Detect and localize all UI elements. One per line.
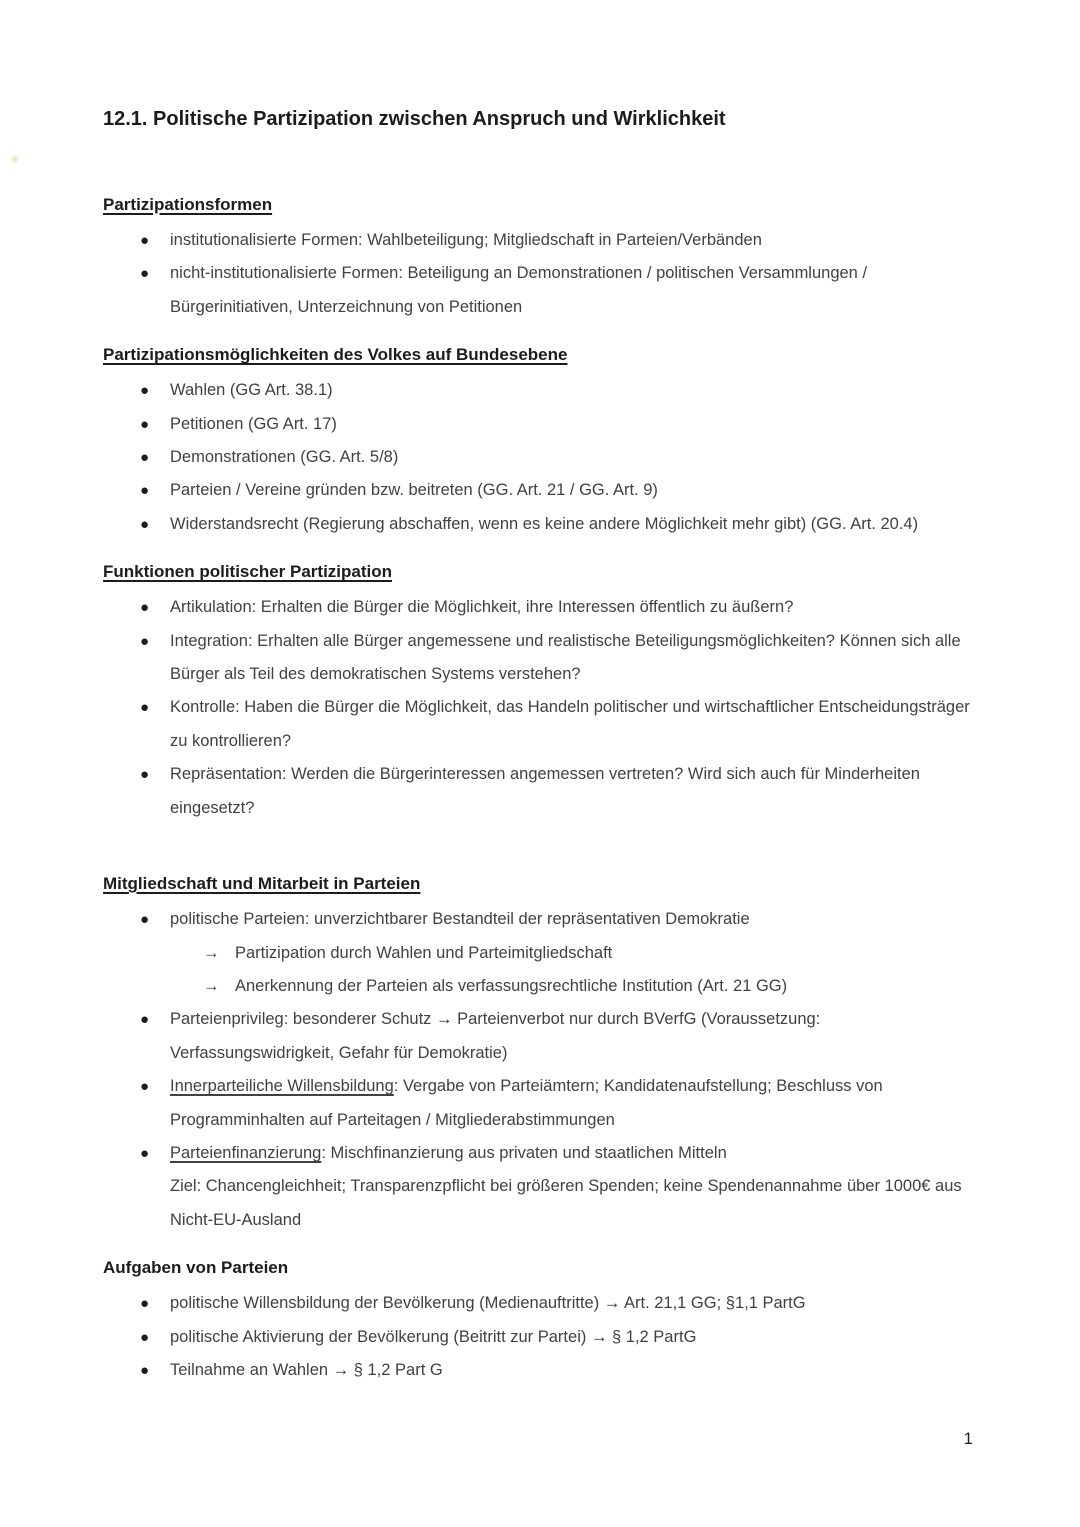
text-run: politische Willensbildung der Bevölkerung (Medienauftritte): [170, 1294, 604, 1313]
text-run: nicht-institutionalisierte Formen: Beteiligung an Demonstrationen / politischen Versammlungen / Bürgerinitiativen, Unterzeichnung von Petitionen: [170, 264, 868, 316]
list-item: [103, 1003, 982, 1070]
list-item-text: [235, 977, 787, 995]
list-item: [103, 903, 982, 936]
list-item: [103, 257, 982, 324]
inline-arrow-icon: →: [590, 1327, 608, 1346]
bullet-icon: ●: [140, 1011, 150, 1029]
bullet-icon: ●: [140, 766, 150, 784]
bullet-icon: ●: [140, 232, 150, 249]
text-run: Innerparteiliche Willensbildung: [170, 1077, 394, 1096]
list-item-text: [170, 1010, 820, 1061]
bullet-icon: ●: [140, 1078, 150, 1096]
text-run: Ziel: Chancengleichheit; Transparenzpflicht bei größeren Spenden; keine Spendenannahme über 1000€ aus Nicht-EU-Ausland: [170, 1177, 962, 1229]
section-heading: Partizipationsformen: [103, 195, 273, 214]
list-item: [103, 1354, 982, 1387]
text-run: Demonstrationen (GG. Art. 5/8): [170, 448, 399, 467]
section-heading: Partizipationsmöglichkeiten des Volkes auf Bundesebene: [103, 345, 568, 365]
list-item-text: [170, 1361, 443, 1379]
list-item: [103, 937, 982, 970]
list-item: [103, 224, 982, 257]
inline-arrow-icon: →: [603, 1294, 621, 1313]
text-run: Artikulation: Erhalten die Bürger die Möglichkeit, ihre Interessen öffentlich zu äußern?: [170, 598, 794, 617]
text-run: : Vergabe von Parteiämtern; Kandidatenaufstellung; Beschluss von Programminhalten auf Parteitagen / Mitgliederabstimmungen: [170, 1077, 883, 1129]
bullet-icon: ●: [140, 911, 150, 929]
text-run: Repräsentation: Werden die Bürgerinteressen angemessen vertreten? Wird sich auch für Minderheiten eingesetzt?: [170, 765, 920, 817]
text-run: Wahlen (GG Art. 38.1): [170, 381, 333, 400]
list-item: [103, 374, 982, 407]
list-item-text: [170, 448, 398, 466]
list-item: [103, 1287, 982, 1320]
list-item-text: [170, 1294, 806, 1312]
text-run: Parteienprivileg: besonderer Schutz: [170, 1010, 436, 1029]
list-item: [103, 408, 982, 441]
list-item-text: [170, 515, 918, 533]
section-3: [103, 559, 982, 825]
text-run: politische Parteien: unverzichtbarer Bestandteil der repräsentativen Demokratie: [170, 910, 750, 929]
list-item: [103, 1321, 982, 1354]
list-item-text: [235, 944, 612, 962]
list-item-text: [170, 765, 920, 816]
text-run: Partizipation durch Wahlen und Parteimitgliedschaft: [235, 943, 613, 962]
list-item-text: [170, 415, 337, 433]
text-run: Integration: Erhalten alle Bürger angemessene und realistische Beteiligungsmöglichkeiten? Können sich alle Bürger als Teil des demokratischen Systems verstehen?: [170, 631, 961, 684]
page-number: 1: [963, 1429, 973, 1448]
text-run: institutionalisierte Formen: Wahlbeteiligung; Mitgliedschaft in Parteien/Verbänden: [170, 231, 762, 249]
text-run: : Mischfinanzierung aus privaten und staatlichen Mitteln: [321, 1143, 727, 1162]
text-run: Kontrolle: Haben die Bürger die Möglichkeit, das Handeln politischer und wirtschaftlicher Entscheidungsträger zu kontrollieren?: [170, 698, 970, 750]
text-run: Anerkennung der Parteien als verfassungsrechtliche Institution (Art. 21 GG): [235, 976, 788, 995]
section-1: [103, 192, 982, 324]
bullet-icon: ●: [140, 415, 150, 433]
bullet-icon: ●: [140, 699, 150, 717]
list-item-text: [170, 632, 961, 683]
list-item-text: [170, 1328, 696, 1346]
arrow-icon: →: [203, 976, 220, 995]
list-item: [103, 441, 982, 474]
bullet-icon: ●: [140, 482, 150, 500]
inline-arrow-icon: →: [435, 1010, 453, 1029]
text-run: politische Aktivierung der Bevölkerung (Beitritt zur Partei): [170, 1327, 591, 1346]
bullet-icon: ●: [140, 1295, 150, 1313]
section-items: [103, 903, 982, 1237]
bullet-icon: ●: [140, 265, 150, 283]
list-item-text: [170, 910, 750, 928]
list-item: [103, 625, 982, 692]
arrow-icon: →: [203, 943, 220, 962]
list-item: [103, 758, 982, 825]
text-run: Parteienverbot nur durch BVerfG (Voraussetzung: Verfassungswidrigkeit, Gefahr für Demokratie): [170, 1010, 821, 1062]
text-run: Teilnahme an Wahlen: [170, 1360, 333, 1379]
list-item-text: [170, 1144, 962, 1229]
list-item: [103, 970, 982, 1003]
bullet-icon: ●: [140, 599, 150, 617]
list-item: [103, 474, 982, 507]
text-run: § 1,2 Part G: [349, 1360, 443, 1379]
text-run: Parteienfinanzierung: [170, 1143, 322, 1162]
list-item-text: [170, 231, 762, 249]
list-item: [103, 691, 982, 758]
text-run: Parteien / Vereine gründen bzw. beitreten (GG. Art. 21 / GG. Art. 9): [170, 481, 658, 500]
document-body: [103, 192, 982, 1387]
document-title: 12.1. Politische Partizipation zwischen Anspruch und Wirklichkeit: [103, 108, 726, 130]
bullet-icon: ●: [140, 1144, 150, 1162]
list-item: [103, 508, 982, 541]
section-5: [103, 1255, 982, 1387]
section-items: [103, 374, 982, 541]
list-item: [103, 591, 982, 624]
section-items: [103, 1287, 982, 1387]
bullet-icon: ●: [140, 449, 150, 467]
list-item: [103, 1137, 982, 1237]
text-run: § 1,2 PartG: [607, 1327, 697, 1346]
section-heading: Mitgliedschaft und Mitarbeit in Parteien: [103, 874, 421, 894]
bullet-icon: ●: [140, 1361, 150, 1379]
section-items: [103, 224, 982, 324]
section-items: [103, 591, 982, 825]
list-item-text: [170, 1077, 883, 1128]
bullet-icon: ●: [140, 382, 150, 400]
bullet-icon: ●: [140, 515, 150, 533]
bullet-icon: ●: [140, 1328, 150, 1346]
list-item-text: [170, 381, 333, 399]
section-heading: Funktionen politischer Partizipation: [103, 562, 393, 582]
list-item-text: [170, 481, 658, 499]
text-run: Petitionen (GG Art. 17): [170, 414, 337, 433]
list-item-text: [170, 698, 970, 749]
list-item-text: [170, 598, 793, 616]
section-4: [103, 871, 982, 1237]
list-item-text: [170, 264, 867, 315]
text-run: Widerstandsrecht (Regierung abschaffen, wenn es keine andere Möglichkeit mehr gibt) (GG. Art. 20.4): [170, 514, 919, 533]
scan-artifact-dot: [12, 156, 18, 162]
text-run: Art. 21,1 GG; §1,1 PartG: [620, 1294, 806, 1313]
inline-arrow-icon: →: [332, 1360, 350, 1379]
list-item: [103, 1070, 982, 1137]
section-heading: Aufgaben von Parteien: [103, 1258, 289, 1278]
bullet-icon: ●: [140, 632, 150, 650]
section-2: [103, 342, 982, 541]
